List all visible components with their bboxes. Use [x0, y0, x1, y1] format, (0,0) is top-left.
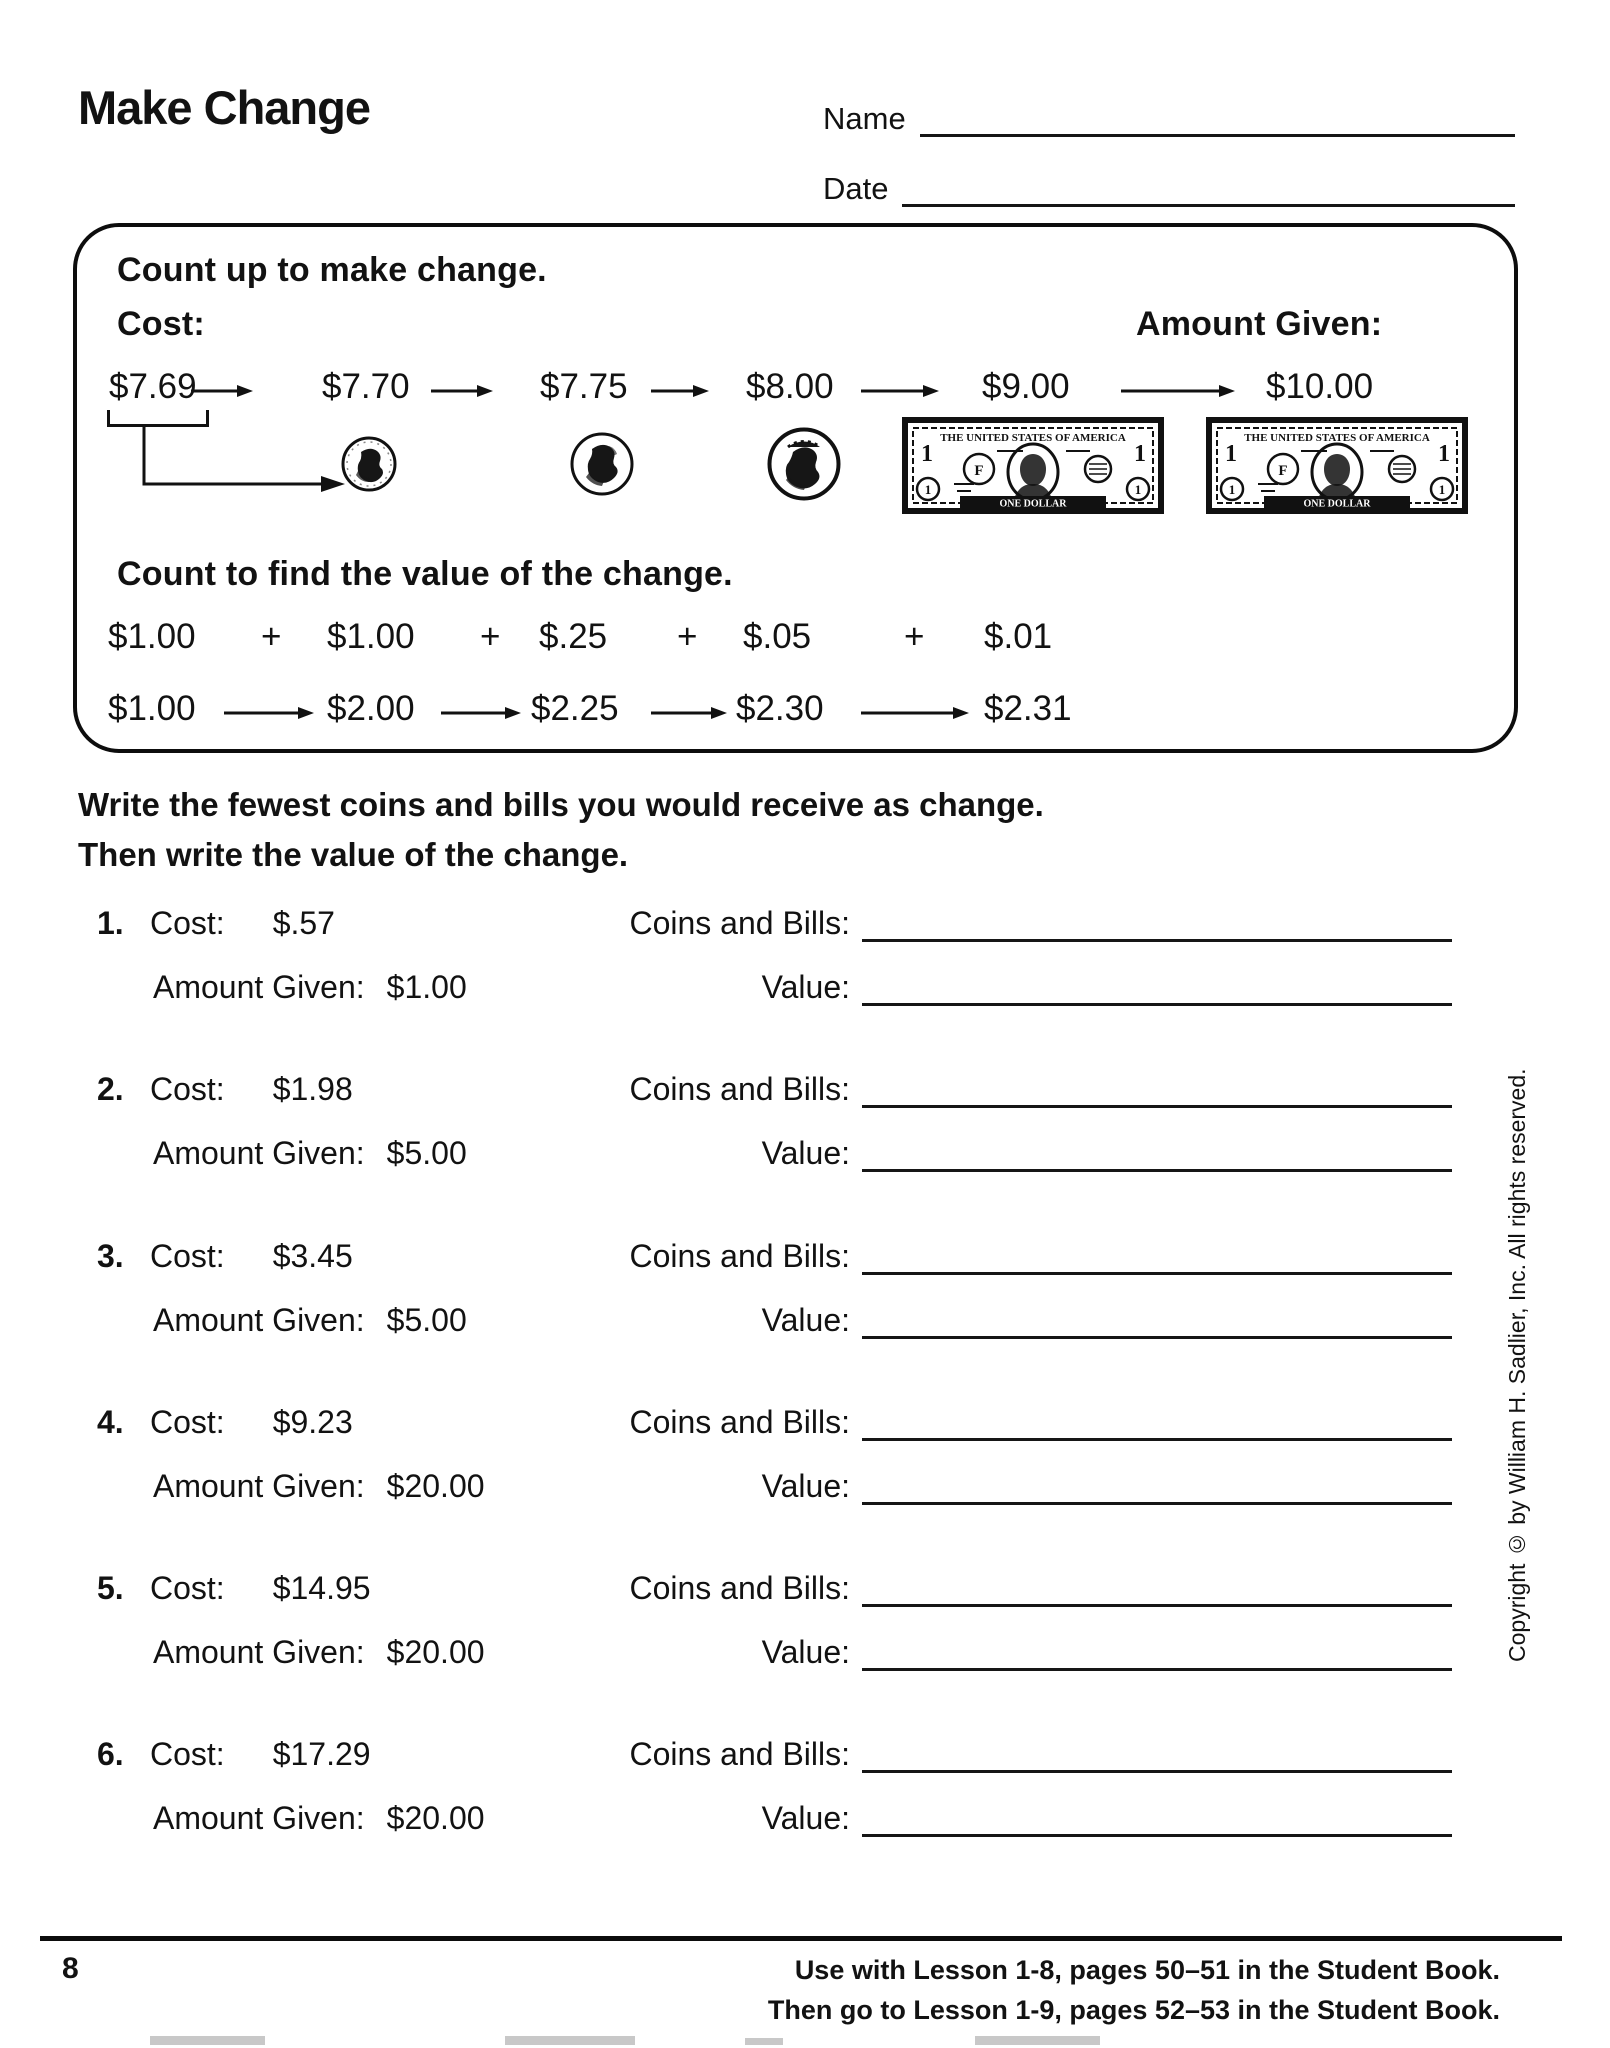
value-answer-line[interactable]	[862, 1626, 1452, 1671]
cost-label: Cost:	[150, 1071, 225, 1107]
arrow-right-icon	[439, 705, 523, 721]
plus-sign: +	[904, 617, 925, 656]
page-title: Make Change	[78, 81, 370, 134]
amount-given-label: Amount Given:	[153, 969, 365, 1005]
amount-given-value: $5.00	[386, 1135, 467, 1171]
cost-label: Cost:	[150, 905, 225, 941]
bill-seal-letter: F	[974, 463, 984, 479]
example-box	[73, 223, 1518, 753]
footer-line2: Then go to Lesson 1-9, pages 52–53 in the Student Book.	[767, 1995, 1500, 2025]
count-up-value: $7.75	[540, 367, 628, 406]
coins-bills-answer-line[interactable]	[862, 897, 1452, 942]
instructions-line2: Then write the value of the change.	[78, 836, 629, 873]
svg-text:1: 1	[921, 441, 933, 467]
count-up-value: $10.00	[1266, 367, 1374, 406]
footer-rule	[40, 1936, 1562, 1941]
count-up-value: $9.00	[982, 367, 1070, 406]
nickel-coin-icon	[569, 431, 635, 497]
date-field-row	[823, 166, 1515, 207]
count-value: $1.00	[108, 689, 196, 728]
value-answer-line[interactable]	[862, 1127, 1452, 1172]
page-number: 8	[62, 1952, 79, 1985]
svg-text:F: F	[1278, 463, 1288, 479]
amount-given-label: Amount Given:	[153, 1302, 365, 1338]
arrow-right-icon	[859, 383, 941, 399]
value-answer-line[interactable]	[862, 1792, 1452, 1837]
arrow-right-icon	[859, 705, 971, 721]
value-label: Value:	[761, 969, 850, 1005]
svg-text:1: 1	[924, 482, 932, 497]
svg-text:1: 1	[1225, 441, 1237, 467]
amount-given-value: $20.00	[386, 1634, 485, 1670]
arrow-right-icon	[222, 705, 316, 721]
scan-artifact	[975, 2036, 1100, 2045]
cost-value: $3.45	[272, 1238, 353, 1274]
addend: $.25	[539, 617, 608, 656]
arrow-right-icon	[649, 383, 711, 399]
footer-line1: Use with Lesson 1-8, pages 50–51 in the Student Book.	[794, 1955, 1500, 1985]
counting-row	[77, 689, 1514, 741]
count-value: $2.31	[984, 689, 1072, 728]
problem-row	[0, 903, 1610, 1038]
scan-artifact	[745, 2038, 783, 2045]
svg-text:ONE DOLLAR: ONE DOLLAR	[1303, 498, 1371, 510]
problem-row	[0, 1568, 1610, 1703]
amount-given-label: Amount Given:	[153, 1800, 365, 1836]
addend: $1.00	[327, 617, 415, 656]
bill-bottom-text: ONE DOLLAR	[999, 498, 1067, 510]
cost-value: $9.23	[272, 1404, 353, 1440]
value-label: Value:	[761, 1302, 850, 1338]
elbow-arrow-icon	[141, 424, 353, 494]
count-up-value: $7.70	[322, 367, 410, 406]
svg-text:1: 1	[1134, 482, 1142, 497]
problem-number: 4.	[97, 1404, 124, 1440]
count-up-heading: Count up to make change.	[117, 251, 547, 289]
plus-sign: +	[480, 617, 501, 656]
cost-value: $14.95	[272, 1570, 371, 1606]
problem-row	[0, 1069, 1610, 1204]
cost-label: Cost:	[150, 1238, 225, 1274]
arrow-right-icon	[189, 383, 255, 399]
problem-row	[0, 1236, 1610, 1371]
cost-value: $17.29	[272, 1736, 371, 1772]
problem-number: 5.	[97, 1570, 124, 1606]
addition-row	[77, 617, 1514, 669]
plus-sign: +	[677, 617, 698, 656]
problem-number: 3.	[97, 1238, 124, 1274]
amount-given-label: Amount Given:	[153, 1634, 365, 1670]
svg-text:1: 1	[1438, 482, 1446, 497]
quarter-coin-icon	[766, 426, 842, 502]
amount-given-label: Amount Given:	[153, 1468, 365, 1504]
count-value: $2.25	[531, 689, 619, 728]
svg-text:1: 1	[1438, 441, 1450, 467]
value-label: Value:	[761, 1800, 850, 1836]
addend: $1.00	[108, 617, 196, 656]
addend: $.05	[743, 617, 812, 656]
value-label: Value:	[761, 1634, 850, 1670]
problem-number: 2.	[97, 1071, 124, 1107]
name-label: Name	[823, 101, 906, 136]
coins-bills-label: Coins and Bills:	[629, 1570, 850, 1606]
one-dollar-bill-icon	[1206, 417, 1468, 514]
coins-bills-answer-line[interactable]	[862, 1063, 1452, 1108]
value-heading: Count to find the value of the change.	[117, 555, 733, 593]
problem-row	[0, 1734, 1610, 1869]
arrow-right-icon	[1119, 383, 1237, 399]
footer-note	[700, 1950, 1500, 2030]
instructions	[78, 780, 1044, 880]
coins-bills-answer-line[interactable]	[862, 1562, 1452, 1607]
amount-given-value: $1.00	[386, 969, 467, 1005]
svg-text:1: 1	[1134, 441, 1146, 467]
value-label: Value:	[761, 1468, 850, 1504]
svg-text:THE UNITED STATES OF AMERICA: THE UNITED STATES OF AMERICA	[1244, 432, 1430, 444]
amount-given-value: $5.00	[386, 1302, 467, 1338]
amount-given-value: $20.00	[386, 1800, 485, 1836]
amount-given-label: Amount Given:	[1136, 305, 1383, 343]
coins-bills-label: Coins and Bills:	[629, 1071, 850, 1107]
penny-coin-icon	[340, 435, 398, 493]
name-field-row	[823, 96, 1515, 137]
cost-label: Cost:	[150, 1736, 225, 1772]
problem-row	[0, 1402, 1610, 1537]
count-value: $2.00	[327, 689, 415, 728]
cost-value: $1.98	[272, 1071, 353, 1107]
coins-bills-label: Coins and Bills:	[629, 1238, 850, 1274]
scan-artifact	[505, 2036, 635, 2045]
svg-text:1: 1	[1228, 482, 1236, 497]
coins-bills-label: Coins and Bills:	[629, 1736, 850, 1772]
count-up-value: $8.00	[746, 367, 834, 406]
addend: $.01	[984, 617, 1053, 656]
coins-bills-label: Coins and Bills:	[629, 905, 850, 941]
cost-label: Cost:	[150, 1570, 225, 1606]
scan-artifact	[150, 2036, 265, 2045]
name-input-line[interactable]	[920, 96, 1515, 137]
coins-bills-label: Coins and Bills:	[629, 1404, 850, 1440]
value-answer-line[interactable]	[862, 1294, 1452, 1339]
count-up-row	[77, 367, 1514, 419]
count-value: $2.30	[736, 689, 824, 728]
date-label: Date	[823, 171, 889, 206]
coins-bills-answer-line[interactable]	[862, 1728, 1452, 1773]
date-input-line[interactable]	[902, 166, 1515, 207]
problem-number: 1.	[97, 905, 124, 941]
cost-label: Cost:	[150, 1404, 225, 1440]
arrow-right-icon	[649, 705, 729, 721]
cost-label: Cost:	[117, 305, 205, 343]
copyright-text: Copyright © by William H. Sadlier, Inc. All rights reserved.	[1504, 1068, 1530, 1662]
amount-given-value: $20.00	[386, 1468, 485, 1504]
one-dollar-bill-icon	[902, 417, 1164, 514]
problem-number: 6.	[97, 1736, 124, 1772]
value-answer-line[interactable]	[862, 961, 1452, 1006]
bill-top-text: THE UNITED STATES OF AMERICA	[940, 432, 1126, 444]
value-label: Value:	[761, 1135, 850, 1171]
coins-bills-answer-line[interactable]	[862, 1396, 1452, 1441]
amount-given-label: Amount Given:	[153, 1135, 365, 1171]
value-answer-line[interactable]	[862, 1460, 1452, 1505]
arrow-right-icon	[429, 383, 495, 399]
count-up-value: $7.69	[109, 367, 197, 406]
coins-bills-answer-line[interactable]	[862, 1230, 1452, 1275]
cost-value: $.57	[272, 905, 335, 941]
instructions-line1: Write the fewest coins and bills you would receive as change.	[78, 786, 1044, 823]
plus-sign: +	[261, 617, 282, 656]
